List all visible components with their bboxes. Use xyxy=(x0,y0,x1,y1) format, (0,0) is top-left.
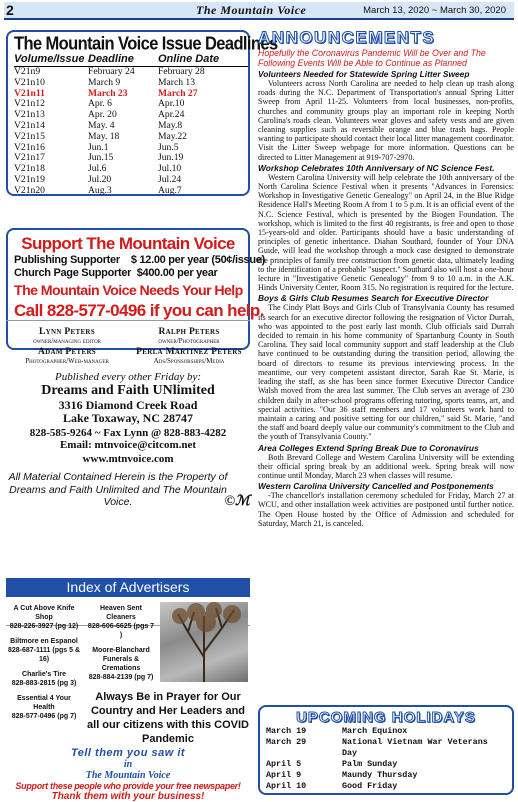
table-cell: Apr. 20 xyxy=(88,109,117,121)
table-cell: V21n17 xyxy=(14,152,45,164)
holiday-name: Good Friday xyxy=(342,781,398,791)
holiday-date: April 9 xyxy=(266,770,302,780)
church-supporter: Church Page Supporter $400.00 per year xyxy=(14,267,218,279)
table-row xyxy=(14,121,242,132)
advertiser-name: Charlie's Tire xyxy=(22,671,66,678)
footer-line-2: in xyxy=(123,759,133,770)
advertiser-name: Biltmore en Espanol xyxy=(10,638,78,645)
published-by: Published every other Friday by: xyxy=(54,371,201,383)
masthead: The Mountain Voice xyxy=(196,2,307,17)
table-cell: Jul.24 xyxy=(158,173,182,185)
holiday-row xyxy=(266,737,506,759)
advertiser-item xyxy=(86,604,156,640)
table-cell: Aug.3 xyxy=(88,184,112,196)
advertisers-box xyxy=(6,600,250,748)
table-cell: V21n20 xyxy=(14,184,45,196)
article-body: Volunteers across North Carolina are needed to help clean up trash along roads during the N.C. Department of Transportation's annual Spring Litter Sweep from April 11-25. Volunteers from local businesses, non-profits, churches and community groups play an important role in keeping North Carolina's roads clean. Volunteers wear gloves and safety vests and are given cleaning supplies such as reversible orange and blue trash bags. People wanting to participate should contact their local litter management coordinator. Visit the Litter Sweep webpage for more information. Questions can be directed to Litter Management at 919-707-2970. xyxy=(258,79,514,162)
table-cell: V21n13 xyxy=(14,109,45,121)
table-cell: May.22 xyxy=(158,130,187,142)
footer-line-1: Tell them you saw it xyxy=(70,747,186,759)
table-cell: May. 4 xyxy=(88,119,115,131)
holiday-date: March 19 xyxy=(266,726,307,736)
article xyxy=(258,69,514,162)
advertiser-list-1 xyxy=(6,604,82,727)
tree-photo xyxy=(160,602,248,682)
article-heading: Area Colleges Extend Spring Break Due to Coronavirus xyxy=(258,442,479,453)
advertiser-name: A Cut Above Knife Shop xyxy=(13,605,75,621)
table-cell: V21n14 xyxy=(14,119,45,131)
holiday-row xyxy=(266,781,506,792)
table-cell: Jun.1 xyxy=(88,141,109,153)
advertiser-item xyxy=(6,670,82,688)
table-cell: V21n11 xyxy=(14,87,45,99)
article xyxy=(258,481,514,528)
footer-promo xyxy=(6,747,250,802)
article-body: Western Carolina University will help celebrate the 10th anniversary of the North Carolina Science Festival when it presents "Advances in Forensics: Workshop in Investigative Genetic Genealogy" on April 24, in the Blue Ridge Residence Hall's Meeting Room A from 1 to 5 p.m. It is an official event of the N.C. Science Festival, which is presented by the Biogen Foundation. The workshop, which is limited to the first 40 registrants, is free and open to those 15-years-old and older. Participants should have a basic understanding of principles of genetic inheritance. Diahan Southard, founder of Your DNA Guide, will lead the workshop through a mock case designed to demonstrate the principles of family tree construction from genetic data, ultimately leading to the identification of a probable "suspect." Southard also will host a one-hour lecture in "Investigative Genetic Genealogy" from 9 to 10 a.m. in the A.K. Hinds University Center, Room 315. No registration is required for the lecture. xyxy=(258,172,514,293)
advertiser-item xyxy=(6,637,82,664)
table-row xyxy=(14,175,242,186)
article-heading: Western Carolina University Cancelled and Postponements xyxy=(258,481,494,492)
holiday-row xyxy=(266,770,506,781)
holidays-list xyxy=(266,726,506,792)
advertiser-item xyxy=(6,604,82,631)
table-cell: February 28 xyxy=(158,66,205,77)
table-cell: May. 18 xyxy=(88,130,120,142)
table-cell: Apr. 6 xyxy=(88,98,112,110)
col-header: Volume/Issue xyxy=(14,53,88,67)
table-cell: V21n18 xyxy=(14,163,45,175)
table-cell: March 13 xyxy=(158,76,196,88)
advertiser-phone: 828-883-2815 (pg 3) xyxy=(11,680,77,687)
advertiser-phone: 828-687-1111 (pgs 5 & 16) xyxy=(8,647,80,663)
advertisers-title: Index of Advertisers xyxy=(6,578,250,597)
article xyxy=(258,443,514,481)
article xyxy=(258,293,514,441)
table-cell: Apr.24 xyxy=(158,109,185,121)
table-row xyxy=(14,153,242,164)
table-row xyxy=(14,78,242,89)
holiday-name: March Equinox xyxy=(342,726,408,736)
footer-line-3: The Mountain Voice xyxy=(85,770,171,781)
announcements-subtitle: Hopefully the Coronavirus Pandemic Will be Over and The Following Events Will be Able to Continue as Planned xyxy=(258,48,486,68)
advertiser-phone: 828-577-0496 (pg 7) xyxy=(11,713,77,720)
staff-grid xyxy=(6,327,250,365)
holiday-row xyxy=(266,759,506,770)
article-body: -The chancellor's installation ceremony scheduled for Friday, March 27 at WCU, and other installation week activities are postponed until further notice. The Open House hosted by the Office of Admission and scheduled for Saturday, March 21, is canceled. xyxy=(258,491,514,528)
table-cell: V21n9 xyxy=(14,66,41,77)
holiday-date: March 29 xyxy=(266,737,307,747)
advertiser-item xyxy=(6,694,82,721)
page-number: 2 xyxy=(6,2,14,18)
holiday-name: Palm Sunday xyxy=(342,759,398,769)
holiday-row xyxy=(266,726,506,737)
col-header: Deadline xyxy=(88,53,158,67)
holiday-name: National Vietnam War Veterans Day xyxy=(342,737,488,758)
announcements-column xyxy=(258,28,514,528)
table-cell: Jul.10 xyxy=(158,163,182,175)
article-heading: Volunteers Needed for Statewide Spring Litter Sweep xyxy=(258,69,470,79)
table-cell: Jun.15 xyxy=(88,152,114,164)
holidays-title: UPCOMING HOLIDAYS xyxy=(296,709,476,726)
needs-help: The Mountain Voice Needs Your Help xyxy=(14,283,243,299)
holiday-date: April 5 xyxy=(266,759,302,769)
issue-deadlines-box xyxy=(6,30,278,196)
email: Email: mtnvoice@citcom.net xyxy=(59,439,197,451)
page-header xyxy=(4,2,514,20)
article-body: The Cindy Platt Boys and Girls Club of Transylvania County has resumed its search for an executive director following the resignation of Victor Durrah, who was appointed to the post early last month. Club officials said Durrah decided to remain in his home community of Spartanburg County in South Carolina. They said local community support and staff leadership at the Club have continued to be outstanding during the transition period, allowing the board of directors to resume its previous interviewing process. In the meantime, our very competent assistant director, Sarah Rae St. Marie, is leading the staff, as she has been since former Executive Director Candice Walsh moved from the area last summer. The Club serves an average of 230 children daily in after-school programs offering tutoring, sports teams, art, and special activities. "Our 36 staff members and 17 volunteers work hard to maintain a caring and positive setting for our children," said St. Marie, "and the staff and board deeply value our community's commitment to the Club and the youth of Transylvania County." xyxy=(258,303,514,442)
table-cell: March 23 xyxy=(88,87,128,99)
tree-silhouette-icon xyxy=(160,602,248,682)
holiday-date: April 10 xyxy=(266,781,307,791)
table-cell: V21n15 xyxy=(14,130,45,142)
address-line-1: 3316 Diamond Creek Road xyxy=(58,398,198,412)
table-cell: May.8 xyxy=(158,119,183,131)
table-cell: Jun.5 xyxy=(158,141,179,153)
advertiser-name: Heaven Sent Cleaners xyxy=(99,605,143,621)
table-cell: Jul.6 xyxy=(88,163,107,175)
table-cell: February 24 xyxy=(88,66,135,77)
address-line-2: Lake Toxaway, NC 28747 xyxy=(62,411,194,425)
holiday-name: Maundy Thursday xyxy=(342,770,418,780)
advertiser-phone: 828-606-6625 (pgs 7 ) xyxy=(87,623,155,639)
table-row xyxy=(14,110,242,121)
table-cell: V21n19 xyxy=(14,173,45,185)
phone-fax: 828-585-9264 ~ Fax Lynn @ 828-883-4282 xyxy=(29,427,227,439)
col-header: Online Date xyxy=(158,53,248,67)
table-row xyxy=(14,143,242,154)
table-cell: Jun.19 xyxy=(158,152,184,164)
advertiser-name: Essential 4 Your Health xyxy=(17,695,71,711)
table-cell: March 27 xyxy=(158,87,198,99)
advertiser-list-2 xyxy=(86,604,156,688)
prayer-message: Always Be in Prayer for Our Country and Her Leaders and all our citizens with this COVID Pandemic xyxy=(87,691,249,745)
table-cell: V21n10 xyxy=(14,76,45,88)
staff-member: Ralph Peters owner/Photographer xyxy=(158,327,220,345)
article xyxy=(258,163,514,293)
footer-line-5: Thank them with your business! xyxy=(51,791,205,802)
table-cell: Apr.10 xyxy=(158,98,185,110)
issue-date-range: March 13, 2020 ~ March 30, 2020 xyxy=(363,4,506,16)
copyright-notice: All Material Contained Herein is the Property of Dreams and Faith Unlimited and The Mountain Voice. ©ℳ xyxy=(8,471,250,509)
publisher-info xyxy=(6,371,250,465)
table-cell: Aug.7 xyxy=(158,184,182,196)
table-row xyxy=(14,89,242,100)
mv-logo-icon: ©ℳ xyxy=(224,494,250,509)
articles-list xyxy=(258,69,514,528)
advertiser-phone: 828-884-2139 (pg 7) xyxy=(88,674,154,681)
article-heading: Boys & Girls Club Resumes Search for Executive Director xyxy=(258,293,489,304)
support-title: Support The Mountain Voice xyxy=(21,234,235,253)
table-cell: V21n16 xyxy=(14,141,45,153)
table-row xyxy=(14,186,242,197)
advertiser-phone: 828-226-3927 (pg 12) xyxy=(9,623,79,630)
deadlines-rows xyxy=(14,67,242,197)
table-cell: V21n12 xyxy=(14,98,45,110)
website-link[interactable]: www.mtnvoice.com xyxy=(82,453,174,465)
publishing-supporter: Publishing Supporter $ 12.00 per year (50¢/issue) xyxy=(14,254,265,266)
table-row xyxy=(14,132,242,143)
deadlines-header xyxy=(14,53,242,67)
article-heading: Workshop Celebrates 10th Anniversary of NC Science Fest. xyxy=(258,162,495,173)
table-cell: Jul.20 xyxy=(88,173,112,185)
staff-member: Perla Martinez Peters Ads/Sponsorships/Media xyxy=(136,347,242,365)
table-row xyxy=(14,67,242,78)
staff-member: Lynn Peters owner/managing editor xyxy=(32,327,102,345)
holidays-box xyxy=(258,705,514,795)
company-name: Dreams and Faith UNlimited xyxy=(41,383,215,398)
advertiser-item xyxy=(86,646,156,682)
table-cell: March 9 xyxy=(88,76,121,88)
article-body: Both Brevard College and Western Carolina University will be extending their official spring break by an additional week. Spring break will now continue until Monday, March 23 when classes will resume. xyxy=(258,452,514,480)
table-row xyxy=(14,99,242,110)
footer-line-4: Support these people who provide your free newspaper! xyxy=(15,781,241,791)
table-row xyxy=(14,164,242,175)
advertiser-name: Moore-Blanchard Funerals & Cremations xyxy=(92,647,150,672)
deadlines-title: The Mountain Voice Issue Deadlines xyxy=(14,33,278,55)
announcements-title: ANNOUNCEMENTS xyxy=(258,28,436,47)
staff-member: Adam Peters Photographer/Web-manager xyxy=(25,347,109,365)
call-number: Call 828-577-0496 if you can help. xyxy=(14,301,264,320)
